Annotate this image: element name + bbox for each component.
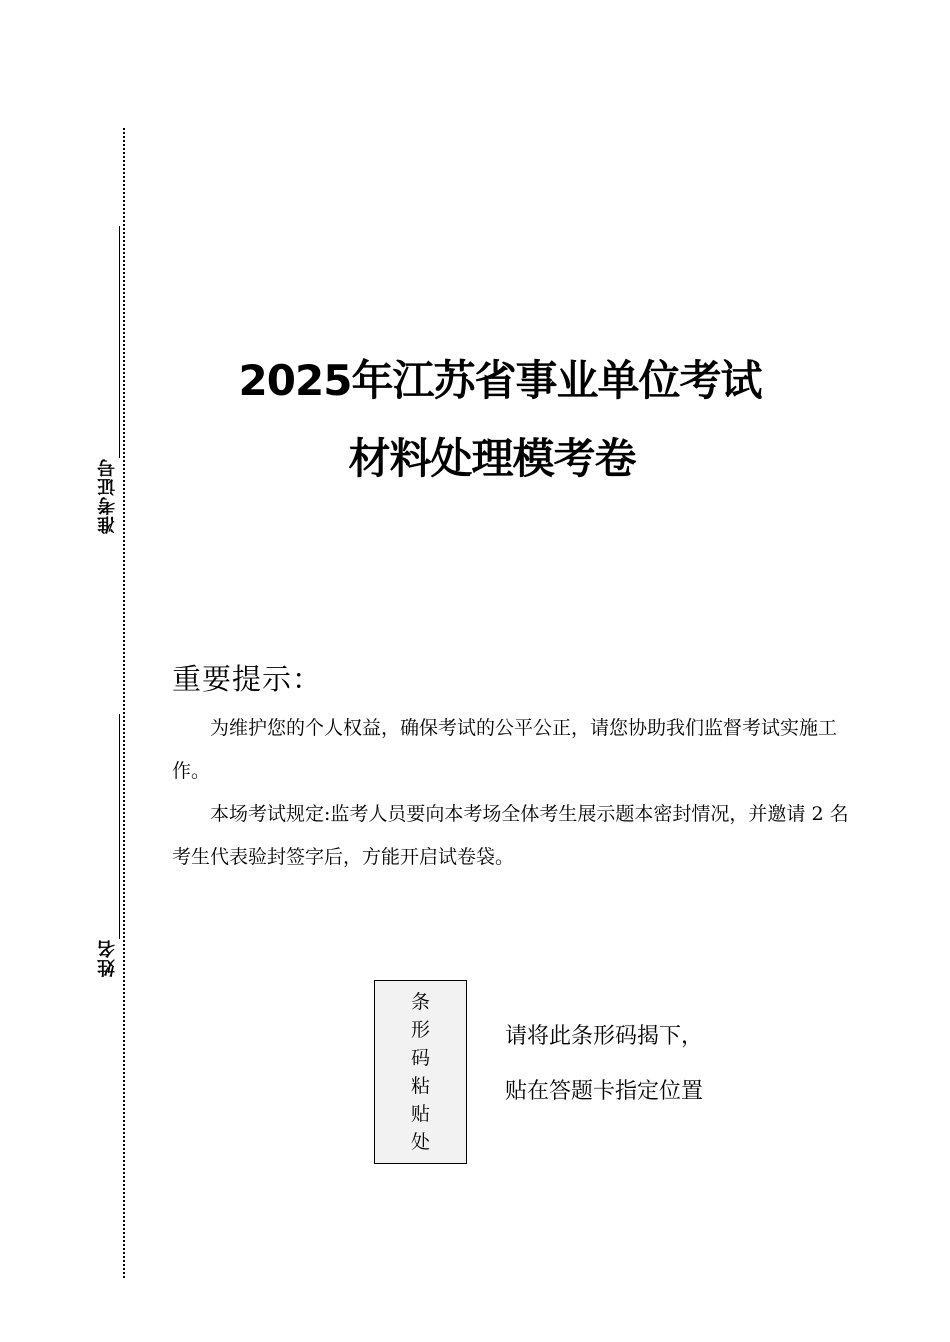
barcode-sticker-area [374,980,467,1164]
barcode-char: 贴 [410,1103,430,1125]
exam-id-label: 准考证号 [97,458,118,534]
binding-dotted-line [123,128,125,1278]
notice-paragraph-2: 本场考试规定:监考人员要向本考场全体考生展示题本密封情况，并邀请 2 名考生代表验封签字后，方能开启试卷袋。 [172,803,849,868]
barcode-char: 粘 [410,1075,430,1097]
notice-paragraph-1: 为维护您的个人权益，确保考试的公平公正，请您协助我们监督考试实施工作。 [172,717,838,782]
barcode-char: 形 [410,1019,430,1041]
name-field[interactable] [93,714,123,977]
barcode-char: 码 [410,1047,430,1069]
barcode-instruction-line-2: 贴在答题卡指定位置 [505,1079,704,1104]
notice-heading: 重要提示： [172,662,323,696]
barcode-char: 条 [410,991,430,1013]
exam-title-line-2: 材料处理模考卷 [348,434,636,483]
barcode-char: 处 [410,1131,430,1153]
exam-title-line-1: 2025年江苏省事业单位考试 [238,356,762,405]
name-label: 姓名 [97,939,118,977]
exam-id-fill-line [119,226,120,458]
barcode-instruction-line-1: 请将此条形码揭下， [505,1024,704,1049]
name-fill-line [119,714,120,939]
